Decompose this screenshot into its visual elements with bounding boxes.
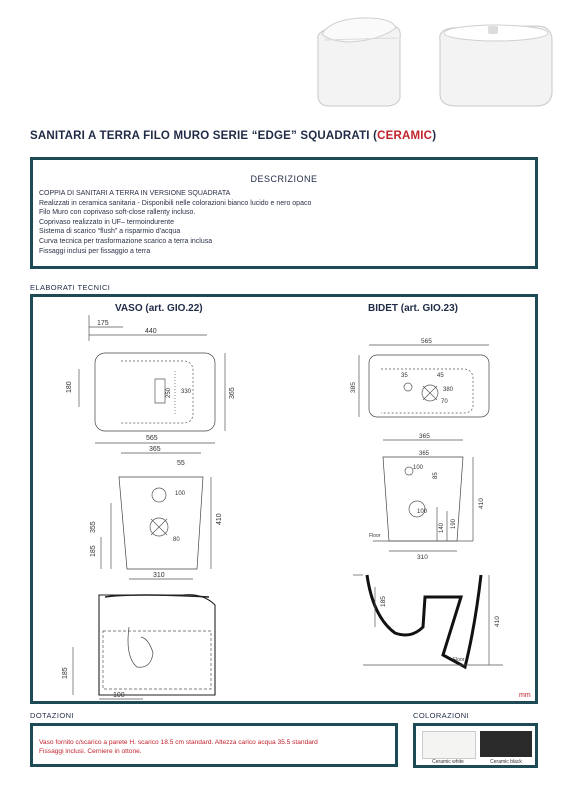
dim-label: 410 (478, 498, 485, 509)
description-line: Sistema di scarico “flush” a risparmio d’acqua (39, 228, 181, 236)
floor-label: Floor (453, 657, 465, 663)
toilet-photo (318, 18, 401, 106)
dim-label: 185 (62, 667, 69, 679)
dim-label: 55 (177, 460, 185, 467)
dim-label: 565 (146, 435, 158, 442)
dim-label: 410 (216, 513, 223, 525)
dim-label: 80 (173, 537, 180, 543)
dim-label: 410 (494, 616, 501, 627)
description-line: Curva tecnica per trasformazione scarico a terra inclusa (39, 237, 213, 245)
dim-label: 100 (113, 692, 125, 699)
swatch-black (480, 731, 532, 757)
dim-label: 440 (145, 328, 157, 335)
swatch-white (422, 731, 476, 759)
dim-label: 180 (66, 381, 73, 393)
bidet-photo (440, 25, 552, 106)
dim-label: 310 (153, 572, 165, 579)
unit-label: mm (519, 692, 531, 699)
dim-label: 140 (439, 522, 445, 533)
dim-label: 365 (229, 387, 236, 399)
vaso-title: VASO (art. GIO.22) (115, 303, 203, 314)
dim-label: 385 (350, 382, 357, 393)
description-text (39, 189, 311, 256)
dim-label: 310 (417, 554, 428, 561)
colorazioni-label: COLORAZIONI (413, 711, 470, 720)
product-photos (300, 10, 560, 110)
dotazioni-box (30, 723, 398, 767)
dim-label: 185 (90, 545, 97, 557)
technical-label: ELABORATI TECNICI (30, 283, 111, 292)
dim-label: 365 (149, 446, 161, 453)
dim-label: 380 (443, 387, 454, 393)
dim-label: 175 (97, 320, 109, 327)
description-heading: DESCRIZIONE (250, 174, 318, 184)
dim-label: 365 (419, 451, 430, 457)
dim-label: 365 (419, 433, 430, 440)
description-line: Realizzati in ceramica sanitaria - Disponibili nelle colorazioni bianco lucido e nero opaco (39, 199, 312, 207)
dotazioni-line: Fissaggi inclusi. Cerniere in ottone. (39, 748, 142, 755)
dotazioni-label: DOTAZIONI (30, 711, 74, 720)
page-title: SANITARI A TERRA FILO MURO SERIE “EDGE” SQUADRATI (CERAMIC) (30, 130, 437, 142)
dim-label: 85 (433, 472, 439, 479)
swatch-white-label: Ceramic white (432, 759, 464, 765)
dim-label: 100 (417, 509, 428, 515)
dim-label: 330 (181, 389, 192, 395)
dotazioni-line: Vaso fornito c/scarico a parete H. scarico 18.5 cm standard. Altezza carico acqua 35.5 standard (39, 739, 318, 746)
dim-label: 100 (413, 465, 424, 471)
dim-label: 250 (166, 387, 172, 398)
dotazioni-text (39, 738, 318, 756)
description-line: Coprivaso realizzato in UF– termoindurente (39, 218, 175, 226)
dim-label: 190 (451, 518, 457, 529)
description-line: Fissaggi inclusi per fissaggio a terra (39, 247, 151, 255)
floor-label: Floor (369, 533, 381, 539)
dim-label: 45 (437, 373, 444, 379)
dim-label: 70 (441, 399, 448, 405)
technical-drawings-box (30, 294, 538, 704)
description-box (30, 157, 538, 269)
dim-label: 185 (380, 596, 387, 607)
colorazioni-box (413, 723, 538, 768)
description-line: Filo Muro con coprivaso soft-close rallenty incluso. (39, 209, 196, 217)
dim-label: 35 (401, 373, 408, 379)
dim-label: 100 (175, 491, 186, 497)
bidet-title: BIDET (art. GIO.23) (368, 303, 459, 314)
swatch-black-label: Ceramic black (490, 759, 522, 765)
dim-label: 355 (90, 521, 97, 533)
dim-label: 565 (421, 338, 432, 345)
bidet-drawing (33, 297, 535, 701)
description-line: COPPIA DI SANITARI A TERRA IN VERSIONE SQUADRATA (39, 190, 231, 197)
